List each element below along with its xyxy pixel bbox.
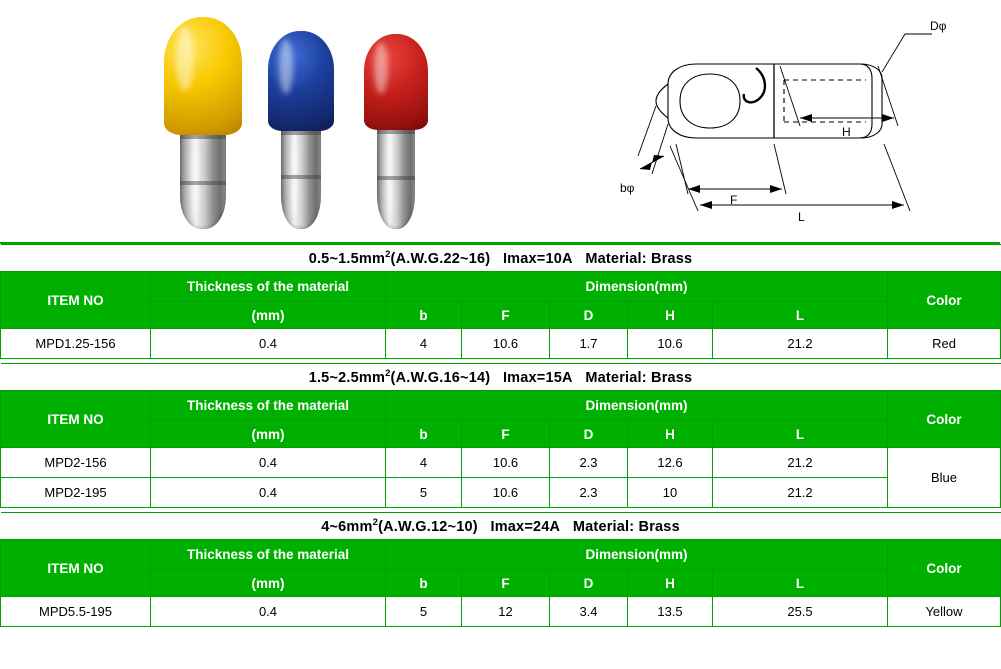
table-row [1, 448, 1001, 478]
th-item-no: ITEM NO [1, 391, 151, 448]
th-dimension: Dimension(mm) [386, 391, 888, 421]
cell-d: 2.3 [550, 478, 628, 508]
spec-awg: (A.W.G.16~14) [390, 369, 491, 386]
th-thickness: Thickness of the material [151, 540, 386, 570]
th-color: Color [888, 540, 1001, 597]
th-thickness: Thickness of the material [151, 272, 386, 302]
spec-awg: (A.W.G.12~10) [378, 518, 478, 535]
spec-material: Material: Brass [585, 250, 693, 267]
spec-block-1 [0, 244, 1000, 359]
cell-f: 10.6 [462, 478, 550, 508]
th-d: D [550, 570, 628, 597]
cell-h: 13.5 [628, 597, 713, 627]
spec-title-row-1 [1, 245, 1001, 272]
th-h: H [628, 302, 713, 329]
th-b: b [386, 421, 462, 448]
label-d-phi: Dφ [930, 19, 947, 33]
connector-red [364, 34, 428, 229]
spec-block-2 [0, 363, 1000, 508]
bullet-connector-photo [150, 14, 450, 229]
cell-thickness: 0.4 [151, 597, 386, 627]
cell-f: 10.6 [462, 448, 550, 478]
spec-imax: Imax=15A [502, 369, 573, 386]
cell-b: 5 [386, 478, 462, 508]
th-f: F [462, 570, 550, 597]
spec-material: Material: Brass [572, 518, 680, 535]
subheader-row-1 [1, 302, 1001, 329]
subheader-row-3 [1, 570, 1001, 597]
spec-range: 0.5~1.5mm [308, 250, 386, 267]
cell-f: 10.6 [462, 329, 550, 359]
th-b: b [386, 570, 462, 597]
cell-h: 10.6 [628, 329, 713, 359]
connector-yellow [164, 17, 242, 229]
spec-block-3 [0, 512, 1000, 627]
th-unit: (mm) [151, 570, 386, 597]
metal-barrel [281, 119, 321, 229]
cell-b: 5 [386, 597, 462, 627]
cell-color: Yellow [888, 597, 1001, 627]
th-unit: (mm) [151, 421, 386, 448]
spec-range: 4~6mm [321, 518, 373, 535]
insulation-sleeve-blue [268, 31, 334, 131]
spec-material: Material: Brass [585, 369, 693, 386]
th-color: Color [888, 272, 1001, 329]
cell-color: Blue [888, 448, 1001, 508]
cell-l: 21.2 [713, 448, 888, 478]
label-l: L [798, 210, 805, 224]
cell-thickness: 0.4 [151, 478, 386, 508]
spec-table-3 [0, 512, 1001, 627]
table-row [1, 597, 1001, 627]
cell-item-no: MPD2-195 [1, 478, 151, 508]
cell-b: 4 [386, 448, 462, 478]
th-l: L [713, 570, 888, 597]
connector-blue [268, 31, 334, 229]
table-row [1, 478, 1001, 508]
label-f: F [730, 193, 738, 207]
th-l: L [713, 302, 888, 329]
subheader-row-2 [1, 421, 1001, 448]
spec-sup: 2 [385, 249, 391, 261]
cell-item-no: MPD5.5-195 [1, 597, 151, 627]
spec-range: 1.5~2.5mm [308, 369, 386, 386]
spec-table-1 [0, 244, 1001, 359]
th-d: D [550, 421, 628, 448]
metal-barrel [377, 118, 415, 229]
spec-title-row-2 [1, 364, 1001, 391]
th-l: L [713, 421, 888, 448]
spec-title-row-3 [1, 513, 1001, 540]
cell-d: 1.7 [550, 329, 628, 359]
metal-barrel [180, 121, 226, 229]
header-row-2 [1, 391, 1001, 421]
spec-imax: Imax=24A [490, 518, 561, 535]
cell-thickness: 0.4 [151, 448, 386, 478]
th-b: b [386, 302, 462, 329]
label-h: H [842, 125, 851, 139]
cell-color: Red [888, 329, 1001, 359]
label-b-phi: bφ [620, 181, 635, 195]
insulation-sleeve-yellow [164, 17, 242, 135]
th-thickness: Thickness of the material [151, 391, 386, 421]
cell-l: 25.5 [713, 597, 888, 627]
th-dimension: Dimension(mm) [386, 540, 888, 570]
cell-l: 21.2 [713, 329, 888, 359]
th-f: F [462, 421, 550, 448]
spec-table-2 [0, 363, 1001, 508]
spec-title-2 [1, 364, 1001, 391]
spec-sup: 2 [385, 368, 391, 380]
th-unit: (mm) [151, 302, 386, 329]
th-f: F [462, 302, 550, 329]
product-illustration-area [0, 0, 1000, 244]
th-h: H [628, 421, 713, 448]
th-item-no: ITEM NO [1, 272, 151, 329]
dimension-drawing [560, 6, 960, 224]
spec-imax: Imax=10A [502, 250, 573, 267]
cell-h: 12.6 [628, 448, 713, 478]
cell-thickness: 0.4 [151, 329, 386, 359]
cell-f: 12 [462, 597, 550, 627]
spec-title-3 [1, 513, 1001, 540]
header-row-1 [1, 272, 1001, 302]
th-item-no: ITEM NO [1, 540, 151, 597]
cell-d: 2.3 [550, 448, 628, 478]
cell-l: 21.2 [713, 478, 888, 508]
th-d: D [550, 302, 628, 329]
cell-item-no: MPD2-156 [1, 448, 151, 478]
th-color: Color [888, 391, 1001, 448]
cell-b: 4 [386, 329, 462, 359]
cell-d: 3.4 [550, 597, 628, 627]
header-row-3 [1, 540, 1001, 570]
th-dimension: Dimension(mm) [386, 272, 888, 302]
insulation-sleeve-red [364, 34, 428, 130]
cell-item-no: MPD1.25-156 [1, 329, 151, 359]
cell-h: 10 [628, 478, 713, 508]
spec-sup: 2 [372, 517, 379, 529]
spec-awg: (A.W.G.22~16) [390, 250, 491, 267]
spec-title-1 [1, 245, 1001, 272]
th-h: H [628, 570, 713, 597]
table-row [1, 329, 1001, 359]
